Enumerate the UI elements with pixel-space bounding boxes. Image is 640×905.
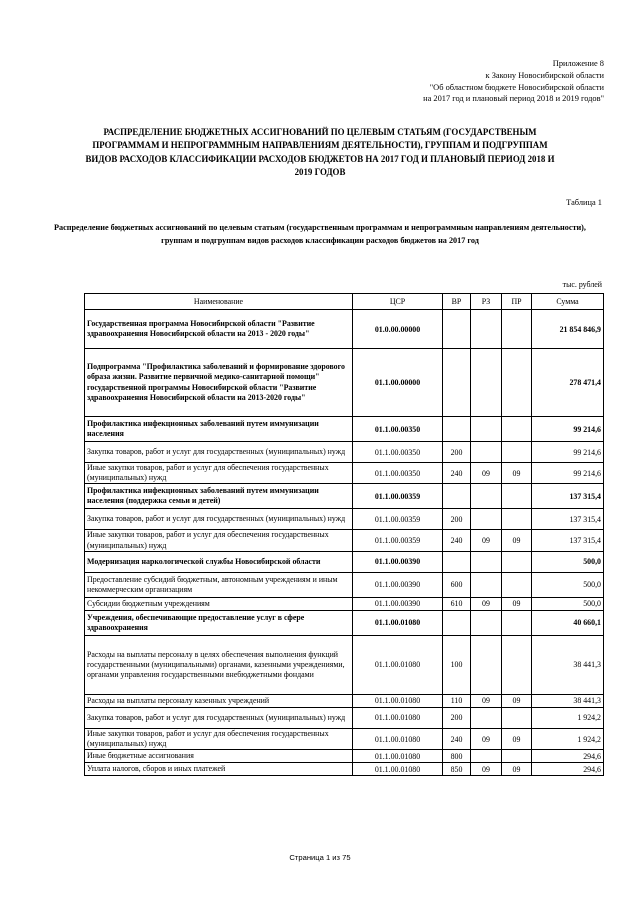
cell-vr: 600 (443, 572, 471, 597)
cell-vr: 240 (443, 530, 471, 551)
cell-csr: 01.1.00.00390 (353, 597, 443, 610)
cell-vr: 100 (443, 635, 471, 694)
cell-rz (471, 310, 502, 349)
table-row (85, 349, 604, 417)
table-number: Таблица 1 (566, 198, 602, 207)
table-row (85, 707, 604, 728)
cell-vr: 240 (443, 728, 471, 749)
cell-rz: 09 (471, 728, 502, 749)
cell-rz: 09 (471, 463, 502, 484)
cell-pr (502, 509, 532, 530)
cell-pr: 09 (502, 694, 532, 707)
cell-vr: 240 (443, 463, 471, 484)
header-pr: ПР (502, 294, 532, 310)
cell-vr (443, 551, 471, 572)
cell-vr: 200 (443, 442, 471, 463)
table-header-row (85, 294, 604, 310)
cell-name: Иные закупки товаров, работ и услуг для обеспечения государственных (муниципальных) нужд (85, 530, 353, 551)
table-row (85, 530, 604, 551)
cell-pr (502, 442, 532, 463)
cell-sum: 294,6 (532, 750, 604, 763)
cell-sum: 99 214,6 (532, 417, 604, 442)
table-row (85, 417, 604, 442)
annex-line: "Об областном бюджете Новосибирской области (429, 82, 604, 92)
table-row (85, 728, 604, 749)
cell-pr: 09 (502, 597, 532, 610)
cell-name: Предоставление субсидий бюджетным, автономным учреждениям и иным некоммерческим организациям (85, 572, 353, 597)
cell-sum: 500,0 (532, 572, 604, 597)
cell-name: Закупка товаров, работ и услуг для государственных (муниципальных) нужд (85, 442, 353, 463)
table-row (85, 763, 604, 776)
cell-csr: 01.1.00.01080 (353, 610, 443, 635)
cell-rz (471, 417, 502, 442)
cell-pr: 09 (502, 463, 532, 484)
page-number: Страница 1 из 75 (289, 853, 351, 862)
cell-vr: 610 (443, 597, 471, 610)
cell-sum: 38 441,3 (532, 635, 604, 694)
cell-sum: 278 471,4 (532, 349, 604, 417)
header-rz: РЗ (471, 294, 502, 310)
table-row (85, 509, 604, 530)
cell-pr (502, 610, 532, 635)
cell-sum: 40 660,1 (532, 610, 604, 635)
cell-rz (471, 442, 502, 463)
cell-rz (471, 635, 502, 694)
cell-csr: 01.1.00.00390 (353, 551, 443, 572)
cell-name: Закупка товаров, работ и услуг для государственных (муниципальных) нужд (85, 707, 353, 728)
cell-rz (471, 484, 502, 509)
header-csr: ЦСР (353, 294, 443, 310)
cell-sum: 137 315,4 (532, 484, 604, 509)
cell-sum: 137 315,4 (532, 509, 604, 530)
cell-name: Субсидии бюджетным учреждениям (85, 597, 353, 610)
cell-vr (443, 417, 471, 442)
cell-pr (502, 551, 532, 572)
cell-csr: 01.1.00.01080 (353, 694, 443, 707)
cell-rz (471, 707, 502, 728)
cell-name: Расходы на выплаты персоналу в целях обеспечения выполнения функций государственными (муниципальными) органами, казенными учреждениями, органами управления государственными внебюджетными фондами (85, 635, 353, 694)
table-row (85, 572, 604, 597)
cell-vr: 110 (443, 694, 471, 707)
cell-pr (502, 707, 532, 728)
cell-csr: 01.1.00.00359 (353, 530, 443, 551)
cell-name: Государственная программа Новосибирской области "Развитие здравоохранения Новосибирской области на 2013 - 2020 годы" (85, 310, 353, 349)
cell-pr: 09 (502, 728, 532, 749)
table-row (85, 463, 604, 484)
cell-name: Учреждения, обеспечивающие предоставление услуг в сфере здравоохранения (85, 610, 353, 635)
cell-pr (502, 417, 532, 442)
cell-csr: 01.1.00.01080 (353, 750, 443, 763)
cell-rz (471, 750, 502, 763)
table-row (85, 635, 604, 694)
cell-csr: 01.1.00.00000 (353, 349, 443, 417)
cell-name: Профилактика инфекционных заболеваний путем иммунизации населения (поддержка семьи и детей) (85, 484, 353, 509)
table-row (85, 750, 604, 763)
cell-csr: 01.0.00.00000 (353, 310, 443, 349)
cell-sum: 294,6 (532, 763, 604, 776)
cell-pr (502, 349, 532, 417)
cell-rz: 09 (471, 530, 502, 551)
cell-sum: 21 854 846,9 (532, 310, 604, 349)
table-row (85, 484, 604, 509)
table-row (85, 310, 604, 349)
cell-csr: 01.1.00.00359 (353, 484, 443, 509)
cell-vr (443, 484, 471, 509)
cell-name: Закупка товаров, работ и услуг для государственных (муниципальных) нужд (85, 509, 353, 530)
cell-pr: 09 (502, 530, 532, 551)
header-vr: ВР (443, 294, 471, 310)
cell-rz (471, 349, 502, 417)
cell-vr: 800 (443, 750, 471, 763)
cell-sum: 99 214,6 (532, 463, 604, 484)
cell-rz (471, 509, 502, 530)
cell-rz (471, 610, 502, 635)
cell-sum: 99 214,6 (532, 442, 604, 463)
cell-csr: 01.1.00.01080 (353, 763, 443, 776)
cell-pr: 09 (502, 763, 532, 776)
cell-pr (502, 310, 532, 349)
cell-vr: 200 (443, 509, 471, 530)
cell-rz: 09 (471, 597, 502, 610)
cell-name: Профилактика инфекционных заболеваний путем иммунизации населения (85, 417, 353, 442)
table-row (85, 442, 604, 463)
cell-sum: 1 924,2 (532, 728, 604, 749)
table-row (85, 597, 604, 610)
cell-vr: 200 (443, 707, 471, 728)
cell-pr (502, 484, 532, 509)
cell-name: Подпрограмма "Профилактика заболеваний и формирование здорового образа жизни. Развитие первичной медико-санитарной помощи" государственной программы Новосибирской области "Развитие здравоохранения Новосибирской области на 2013-2020 годы" (85, 349, 353, 417)
cell-pr (502, 635, 532, 694)
cell-name: Расходы на выплаты персоналу казенных учреждений (85, 694, 353, 707)
header-sum: Сумма (532, 294, 604, 310)
cell-csr: 01.1.00.01080 (353, 707, 443, 728)
cell-csr: 01.1.00.01080 (353, 728, 443, 749)
annex-line: Приложение 8 (552, 59, 604, 68)
cell-rz (471, 551, 502, 572)
cell-pr (502, 572, 532, 597)
cell-vr (443, 349, 471, 417)
cell-csr: 01.1.00.00350 (353, 463, 443, 484)
cell-sum: 500,0 (532, 551, 604, 572)
cell-sum: 1 924,2 (532, 707, 604, 728)
cell-sum: 38 441,3 (532, 694, 604, 707)
cell-name: Иные бюджетные ассигнования (85, 750, 353, 763)
cell-name: Уплата налогов, сборов и иных платежей (85, 763, 353, 776)
annex-line: к Закону Новосибирской области (485, 70, 604, 80)
budget-table (84, 293, 604, 776)
cell-rz: 09 (471, 763, 502, 776)
table-row (85, 694, 604, 707)
cell-pr (502, 750, 532, 763)
document-title: РАСПРЕДЕЛЕНИЕ БЮДЖЕТНЫХ АССИГНОВАНИЙ ПО ЦЕЛЕВЫМ СТАТЬЯМ (ГОСУДАРСТВЕНЫМ ПРОГРАММАМ И НЕПРОГРАММНЫМ НАПРАВЛЕНИЯМ ДЕЯТЕЛЬНОСТИ), ГРУППАМ И ПОДГРУППАМ ВИДОВ РАСХОДОВ КЛАССИФИКАЦИИ РАСХОДОВ БЮДЖЕТОВ НА 2017 ГОД И ПЛАНОВЫЙ ПЕРИОД 2018 И 2019 ГОДОВ (85, 127, 555, 178)
annex-line: на 2017 год и плановый период 2018 и 2019 годов" (423, 94, 604, 104)
cell-csr: 01.1.00.00350 (353, 417, 443, 442)
table-row (85, 610, 604, 635)
table-row (85, 551, 604, 572)
cell-name: Иные закупки товаров, работ и услуг для обеспечения государственных (муниципальных) нужд (85, 728, 353, 749)
cell-sum: 137 315,4 (532, 530, 604, 551)
cell-vr (443, 610, 471, 635)
cell-sum: 500,0 (532, 597, 604, 610)
units-label: тыс. рублей (562, 280, 602, 289)
cell-rz (471, 572, 502, 597)
table-body (85, 310, 604, 776)
cell-csr: 01.1.00.01080 (353, 635, 443, 694)
annex-reference (423, 58, 604, 105)
table-subtitle: Распределение бюджетных ассигнований по целевым статьям (государственным программам и непрограммным направлениям деятельности), группам и подгруппам видов расходов классификации расходов бюджетов на 2017 год (54, 223, 586, 245)
cell-name: Иные закупки товаров, работ и услуг для обеспечения государственных (муниципальных) нужд (85, 463, 353, 484)
header-name: Наименование (85, 294, 353, 310)
cell-csr: 01.1.00.00359 (353, 509, 443, 530)
cell-vr (443, 310, 471, 349)
cell-rz: 09 (471, 694, 502, 707)
cell-name: Модернизация наркологической службы Новосибирской области (85, 551, 353, 572)
cell-vr: 850 (443, 763, 471, 776)
cell-csr: 01.1.00.00390 (353, 572, 443, 597)
cell-csr: 01.1.00.00350 (353, 442, 443, 463)
